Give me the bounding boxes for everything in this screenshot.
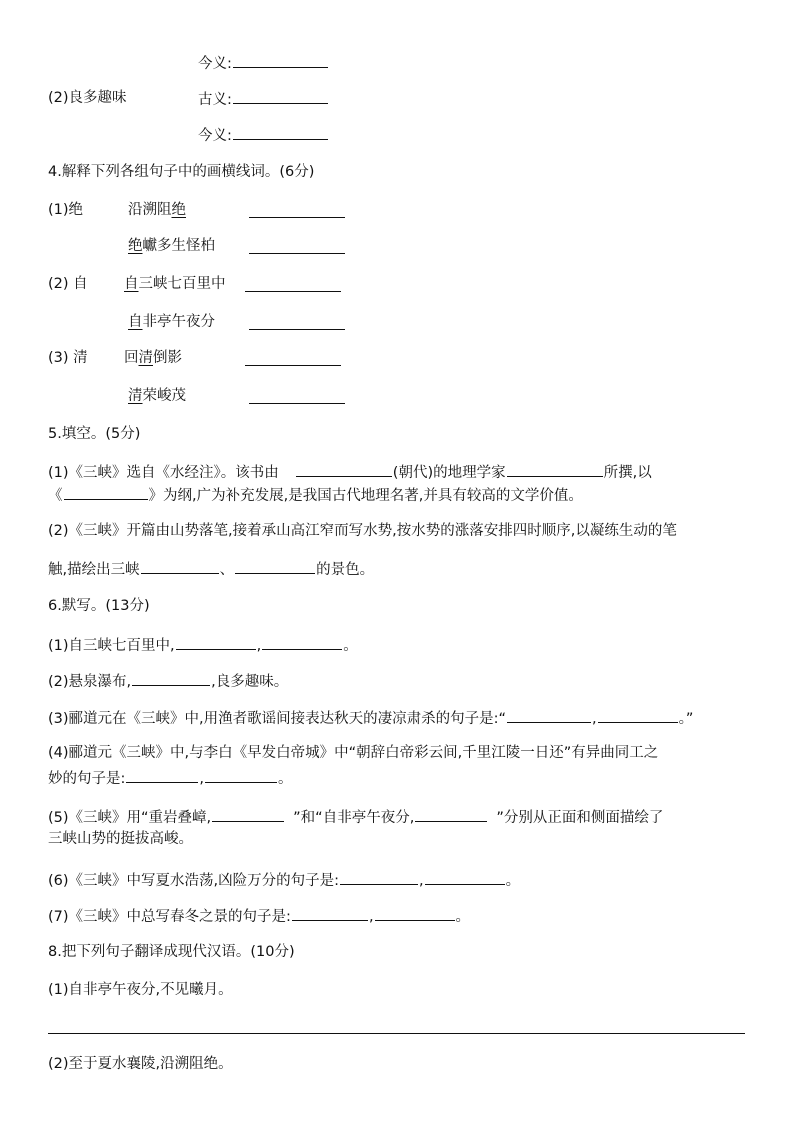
answer-blank[interactable] (245, 350, 341, 366)
q5-part1-line2: 《 》为纲,广为补充发展,是我国古代地理名著,并具有较高的文学价值。 (48, 484, 583, 506)
q6-item2: (2)悬泉瀑布, ,良多趣味。 (48, 670, 288, 692)
answer-blank[interactable] (375, 905, 455, 921)
answer-blank[interactable] (249, 314, 345, 330)
item-2-label: (2)良多趣味 (48, 90, 127, 106)
q6-item6: (6)《三峡》中写夏水浩荡,凶险万分的句子是: , 。 (48, 869, 520, 891)
answer-blank[interactable] (249, 238, 345, 254)
answer-blank[interactable] (132, 670, 210, 686)
q4-group1-sentence-b: 绝巘多生怪柏 (128, 238, 215, 254)
label: 今义: (198, 128, 232, 144)
q8-item1: (1)自非亭午夜分,不见曦月。 (48, 982, 233, 998)
classic-title-blank[interactable] (64, 484, 148, 500)
q5-part2-line2: 触,描绘出三峡 、 的景色。 (48, 558, 374, 580)
q4-group1-label: (1)绝 (48, 202, 84, 218)
answer-blank[interactable] (212, 806, 284, 822)
q4-group2-sentence-b: 自非亭午夜分 (128, 314, 215, 330)
q4-group2-label: (2) 自 (48, 276, 88, 292)
answer-blank[interactable] (249, 202, 345, 218)
answer-blank[interactable] (176, 634, 256, 650)
q6-item4-line1: (4)郦道元《三峡》中,与李白《早发白帝城》中“朝辞白帝彩云间,千里江陵一日还”有异曲同工之 (48, 745, 659, 761)
q6-item4-line2: 妙的句子是: , 。 (48, 767, 293, 789)
today-meaning-2 (198, 124, 329, 146)
q8-title: 8.把下列句子翻译成现代汉语。(10分) (48, 944, 295, 960)
answer-blank[interactable] (205, 767, 277, 783)
label: 古义: (198, 92, 232, 108)
q4-group1-sentence-a: 沿溯阻绝 (128, 202, 186, 218)
q6-item3: (3)郦道元在《三峡》中,用渔者歌谣间接表达秋天的凄凉肃杀的句子是:“ , 。” (48, 707, 693, 729)
q5-part1-line1: (1)《三峡》选自《水经注》。该书由 (朝代)的地理学家 所撰,以 (48, 461, 652, 483)
q6-title: 6.默写。(13分) (48, 598, 150, 614)
q6-item5-line1: (5)《三峡》用“重岩叠嶂, ”和“自非亭午夜分, ”分别从正面和侧面描绘了 (48, 806, 663, 828)
q5-title: 5.填空。(5分) (48, 426, 141, 442)
author-blank[interactable] (507, 461, 603, 477)
ancient-meaning-2 (198, 88, 329, 110)
answer-blank[interactable] (292, 905, 368, 921)
q4-group2-sentence-a: 自三峡七百里中 (124, 276, 226, 292)
q6-item7: (7)《三峡》中总写春冬之景的句子是: , 。 (48, 905, 470, 927)
answer-blank[interactable] (233, 52, 328, 68)
answer-blank[interactable] (340, 869, 418, 885)
answer-blank[interactable] (233, 124, 328, 140)
q4-group3-label: (3) 清 (48, 350, 88, 366)
answer-blank[interactable] (598, 707, 678, 723)
answer-blank[interactable] (425, 869, 505, 885)
answer-blank[interactable] (141, 558, 219, 574)
answer-blank[interactable] (233, 88, 328, 104)
q4-group3-sentence-b: 清荣峻茂 (128, 388, 186, 404)
answer-blank[interactable] (235, 558, 315, 574)
q6-item5-line2: 三峡山势的挺拔高峻。 (48, 831, 193, 847)
q4-title: 4.解释下列各组句子中的画横线词。(6分) (48, 164, 315, 180)
today-meaning-1 (198, 52, 329, 74)
answer-blank[interactable] (249, 388, 345, 404)
answer-line[interactable] (48, 1033, 745, 1034)
answer-blank[interactable] (262, 634, 342, 650)
answer-blank[interactable] (126, 767, 198, 783)
answer-blank[interactable] (245, 276, 341, 292)
answer-blank[interactable] (507, 707, 591, 723)
q4-group3-sentence-a: 回清倒影 (124, 350, 182, 366)
dynasty-blank[interactable] (296, 461, 392, 477)
answer-blank[interactable] (415, 806, 487, 822)
q8-item2: (2)至于夏水襄陵,沿溯阻绝。 (48, 1056, 233, 1072)
q6-item1: (1)自三峡七百里中, , 。 (48, 634, 358, 656)
label: 今义: (198, 56, 232, 72)
q5-part2-line1: (2)《三峡》开篇由山势落笔,接着承山高江窄而写水势,按水势的涨落安排四时顺序,以凝练生动的笔 (48, 523, 677, 539)
